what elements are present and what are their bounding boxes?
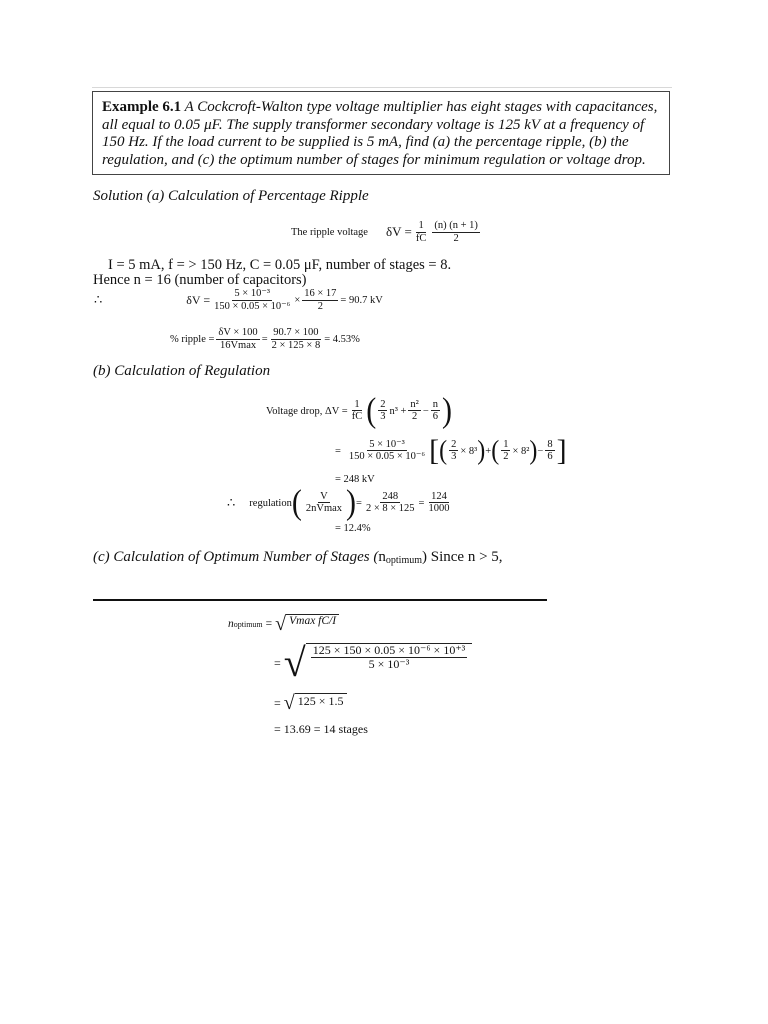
fraction-numerator: (n) (n + 1) [434,220,478,231]
fraction-numerator: 125 × 150 × 0.05 × 10⁻⁶ × 10⁺³ [312,643,466,657]
fraction-regulation-1 [364,491,417,516]
given-values: I = 5 mA, f = > 150 Hz, C = 0.05 μF, number of stages = 8. [108,257,452,273]
calc-result: = 90.7 kV [340,294,383,306]
right-paren: ) [529,436,538,466]
hence-statement: Hence n = 16 (number of capacitors) [93,272,307,288]
fraction-numerator: 5 × 10⁻³ [369,438,405,450]
sqrt-expression-1 [275,614,339,634]
sqrt-expression-2 [283,640,472,685]
sqrt-content: 125 × 1.5 [295,693,347,713]
fraction-denominator: 5 × 10⁻³ [368,657,410,672]
sqrt-content [306,643,473,683]
delta-v-calculation [94,288,383,313]
example-label: Example 6.1 [102,99,182,115]
sqrt-icon: √ [275,613,287,635]
term-n-cubed: n³ + [389,405,407,417]
fraction-denominator: 6 [432,411,438,423]
fraction-ripple-1 [216,327,259,352]
fraction-numerator: V [320,490,328,502]
equals-symbol: = [418,497,425,509]
fraction-two-thirds [378,399,387,424]
fraction-one-half [501,439,510,464]
therefore-symbol: ∴ [94,292,103,308]
n-optimum-simplified [274,693,347,713]
heading-c-n: n [378,549,386,565]
times-symbol: × [294,294,301,306]
heading-c-subscript: optimum [385,555,423,566]
section-rule [93,599,547,601]
fraction-regulation-2 [426,491,451,516]
fraction-denominator: 150 × 0.05 × 10⁻⁶ [214,300,291,312]
fraction-denominator: 1000 [428,503,450,515]
fraction-n-sixth [431,399,440,424]
fraction-numerator: 2 [451,438,457,450]
example-text: A Cockcroft-Walton type voltage multiplier has eight stages with capacitances, all equal to 0.05 μF. The supply transformer secondary voltage is 125 kV at a frequency of 150 Hz. If the load current to be supplied is 5 mA, find (a) the percentage ripple, (b) the regulation, and (c) the optimum number of stages for minimum regulation or voltage drop. [102,99,658,168]
left-bracket: [ [429,434,440,467]
fraction-numerator: n [432,398,438,410]
voltage-drop-substitution [335,436,567,466]
term-8-squared: × 8² [512,445,530,457]
fraction-numerator: δV × 100 [218,327,258,338]
equals-symbol: = [265,618,273,630]
percent-ripple-calculation [170,327,360,352]
fraction-numerator: 8 [547,438,553,450]
fraction-numerator: 90.7 × 100 [273,327,319,338]
heading-solution-c [93,549,503,566]
right-paren: ) [441,391,452,430]
equals-symbol: = [356,497,362,509]
fraction-numerator: 1 [418,220,424,231]
right-paren: ) [346,483,357,522]
percent-ripple-label: % ripple = [170,333,215,345]
fraction-current-over-fc [212,288,292,313]
fraction-numerator: 2 [380,398,386,410]
fraction-numerator: 16 × 17 [304,288,337,299]
calc-lhs: δV = [186,292,211,307]
top-divider [92,87,672,88]
fraction-denominator: 6 [547,451,553,463]
sqrt-icon: √ [283,692,295,714]
minus-symbol: − [537,445,544,457]
fraction-eight-sixths [545,439,554,464]
fraction-denominator: 3 [451,451,457,463]
ripple-voltage-label: The ripple voltage [291,226,368,238]
n-symbol: n [228,618,234,630]
therefore-symbol: ∴ [227,495,236,510]
ripple-voltage-formula [291,220,482,245]
fraction-denominator: 150 × 0.05 × 10⁻⁶ [348,451,426,463]
fraction-denominator: 16Vmax [219,339,257,351]
fraction-denominator: 2nVmax [305,503,343,515]
regulation-calculation [227,483,453,522]
fraction-denominator: 2 [411,411,418,423]
right-paren: ) [477,436,486,466]
fraction-1-fc [414,220,429,245]
equals-symbol: = [261,333,268,345]
fraction-two-thirds [449,439,458,464]
fraction-denominator: 3 [380,411,386,423]
fraction-denominator: 2 [317,300,323,312]
fraction-current-over-fc [347,439,427,464]
right-bracket: ] [556,434,567,467]
voltage-drop-label: Voltage drop, ΔV = [266,405,348,417]
heading-c-since: ) Since n > 5, [422,549,503,565]
example-box [92,91,670,175]
equals-symbol: = [274,655,281,670]
fraction-denominator: fC [351,411,363,423]
heading-c-text: (c) Calculation of Optimum Number of Stages ( [93,549,379,565]
fraction-numerator: 5 × 10⁻³ [234,288,271,299]
fraction-n-terms-calc [302,288,338,313]
left-paren: ( [291,483,302,522]
n-optimum-substitution [274,640,472,685]
fraction-n-terms [432,220,480,245]
fraction-denominator: 2 × 8 × 125 [365,503,415,515]
fraction-numerator: 1 [503,438,509,450]
ripple-result: = 4.53% [324,333,360,345]
sqrt-content: Vmax fC/I [286,614,339,634]
fraction-denominator: 2 × 125 × 8 [271,339,321,351]
n-optimum-formula [228,614,339,634]
heading-solution-a: Solution (a) Calculation of Percentage Ripple [93,188,369,204]
n-subscript: optimum [233,619,263,629]
fraction-sqrt [311,644,468,672]
term-8-cubed: × 8³ [460,445,478,457]
n-optimum-result: = 13.69 = 14 stages [274,722,368,736]
fraction-denominator: fC [415,232,427,244]
equals-symbol: = [274,695,281,710]
fraction-numerator: 248 [382,490,399,502]
sqrt-icon: √ [283,640,306,685]
fraction-numerator: 124 [431,490,447,502]
fraction-numerator: n² [410,398,419,410]
fraction-denominator: 2 [453,232,459,244]
sqrt-expression-3 [284,693,347,713]
delta-v-symbol: δV = [385,224,412,240]
minus-symbol: − [422,405,429,417]
fraction-v-over-2nvmax [304,491,344,516]
heading-solution-b: (b) Calculation of Regulation [93,363,271,379]
fraction-denominator: 2 [503,451,509,463]
fraction-numerator: 1 [354,398,360,410]
left-paren: ( [439,436,448,466]
fraction-1-fc [350,399,365,424]
equals-symbol: = [335,445,341,457]
voltage-drop-formula [266,391,452,430]
regulation-result: = 12.4% [335,523,371,534]
left-paren: ( [491,436,500,466]
left-paren: ( [366,391,377,430]
regulation-label: regulation [249,497,292,509]
fraction-n-squared-half [408,399,420,424]
plus-symbol: + [485,445,492,457]
fraction-ripple-2 [270,327,323,352]
voltage-drop-result: = 248 kV [335,474,375,485]
